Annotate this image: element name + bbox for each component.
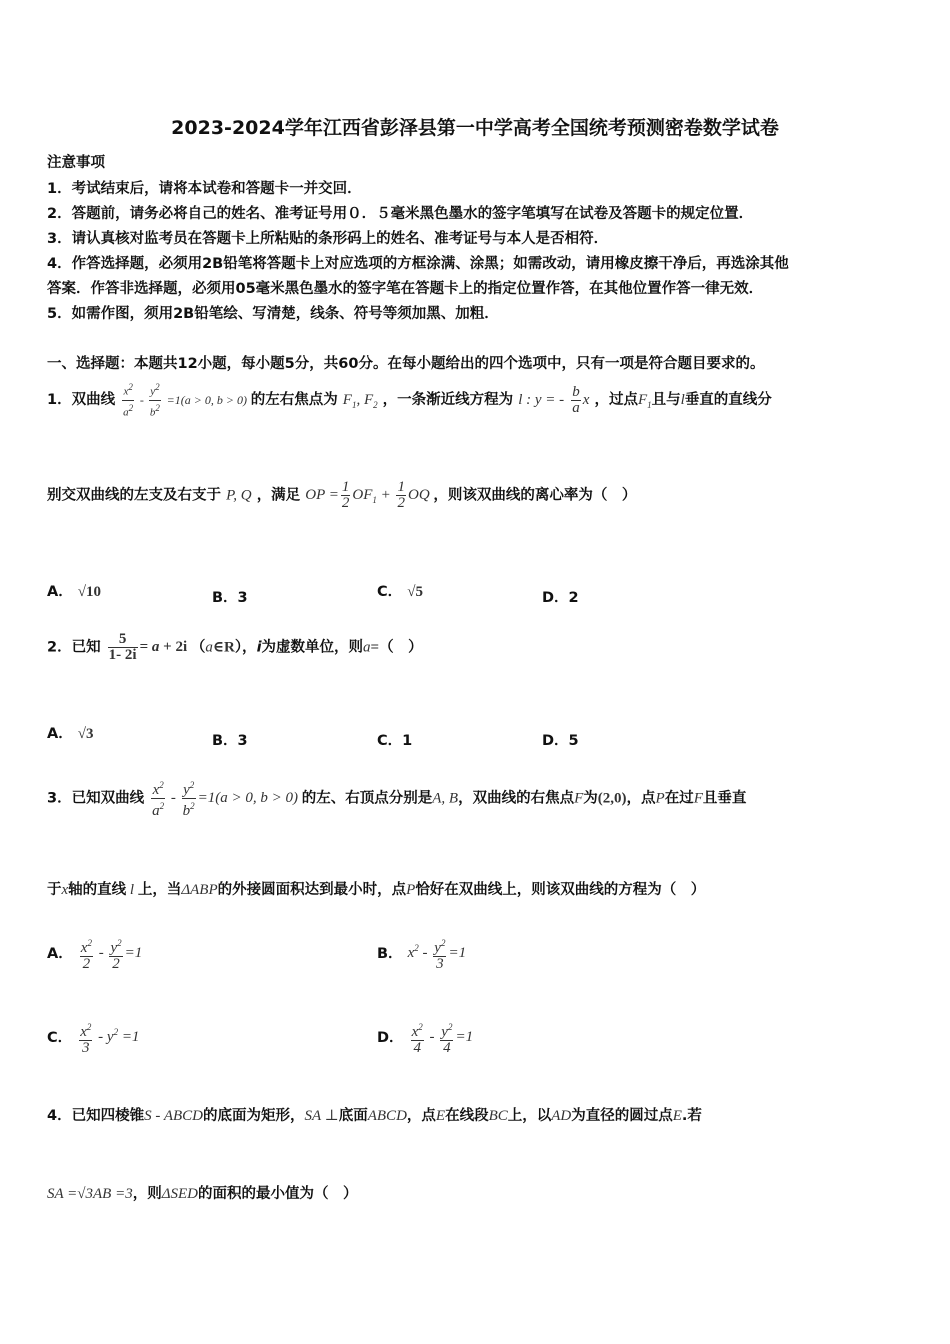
q2-option-d[interactable]: D．5 [542, 733, 579, 749]
q2-option-a[interactable]: A． √3 [47, 726, 94, 742]
q3-option-c[interactable]: C． $\frac{x^2}{3}$ - $y^2 =1$ [47, 1022, 140, 1056]
question-1-cont: 别交双曲线的左支及右支于 P, Q ，满足 OP = $\frac{1}{2}$ $OF_1$ + $\frac{1}{2}$ OQ ，则该双曲线的离心率为（ ） [47, 479, 637, 511]
question-2: 2．已知 $\frac{5}{1- 2i}$ = a + 2i （a∈R），i为虚数单位，则a=（ ） [47, 631, 423, 663]
question-3-cont: 于x轴的直线 l 上，当ΔABP的外接圆面积达到最小时，点P恰好在双曲线上，则该双曲线的方程为（ ） [47, 882, 706, 898]
section-heading: 一、选择题：本题共12小题，每小题5分，共60分。在每小题给出的四个选项中，只有一项是符合题目要求的。 [47, 356, 765, 372]
notice-item: 5．如需作图，须用2B铅笔绘、写清楚，线条、符号等须加黑、加粗． [47, 306, 499, 322]
q3-option-a[interactable]: A． $\frac{x^2}{2}$ - $\frac{y^2}{2}$ =1 [47, 938, 143, 972]
q2-option-b[interactable]: B．3 [212, 733, 248, 749]
q1-option-a[interactable]: A． √10 [47, 584, 102, 600]
notice-item: 1．考试结束后，请将本试卷和答题卡一并交回． [47, 181, 362, 197]
q2-option-c[interactable]: C．1 [377, 733, 413, 749]
question-4-cont: SA =√3AB =3，则ΔSED的面积的最小值为（ ） [47, 1186, 358, 1202]
notice-item: 4．作答选择题，必须用2B铅笔将答题卡上对应选项的方框涂满、涂黑；如需改动，请用橡皮擦干净后，再选涂其他 [47, 256, 789, 272]
notice-heading: 注意事项 [47, 155, 105, 171]
q1-option-d[interactable]: D．2 [542, 590, 579, 606]
page-title: 2023-2024学年江西省彭泽县第一中学高考全国统考预测密卷数学试卷 [171, 117, 779, 139]
q3-option-b[interactable]: B． $x^2$ - $\frac{y^2}{3}$ =1 [377, 938, 467, 972]
q3-option-d[interactable]: D． $\frac{x^2}{4}$ - $\frac{y^2}{4}$ =1 [377, 1022, 474, 1056]
question-1: 1．双曲线 $\frac{x^2}{a^2}$ - $\frac{y^2}{b^2}$ =1(a > 0, b > 0) 的左右焦点为 $F_1$, $F_2$ ，一条渐近线方程为 l : y = - $\frac{b}{a}$ x ，过点$F_1$且与l垂直的直线分 [47, 382, 772, 419]
question-4: 4．已知四棱锥S - ABCD的底面为矩形，SA ⊥底面ABCD，点E在线段BC上，以AD为直径的圆过点E.若 [47, 1108, 702, 1124]
q1-option-c[interactable]: C． √5 [377, 584, 423, 600]
question-3: 3．已知双曲线 $\frac{x^2}{a^2}$ - $\frac{y^2}{b^2}$ =1(a > 0, b > 0) 的左、右顶点分别是A, B，双曲线的右焦点F为(2,0)，点P在过F且垂直 [47, 780, 747, 819]
notice-item: 答案．作答非选择题，必须用05毫米黑色墨水的签字笔在答题卡上的指定位置作答，在其他位置作答一律无效． [47, 281, 764, 297]
notice-item: 2．答题前，请务必将自己的姓名、准考证号用０．５毫米黑色墨水的签字笔填写在试卷及答题卡的规定位置． [47, 206, 754, 222]
q1-option-b[interactable]: B．3 [212, 590, 248, 606]
notice-item: 3．请认真核对监考员在答题卡上所粘贴的条形码上的姓名、准考证号与本人是否相符． [47, 231, 609, 247]
